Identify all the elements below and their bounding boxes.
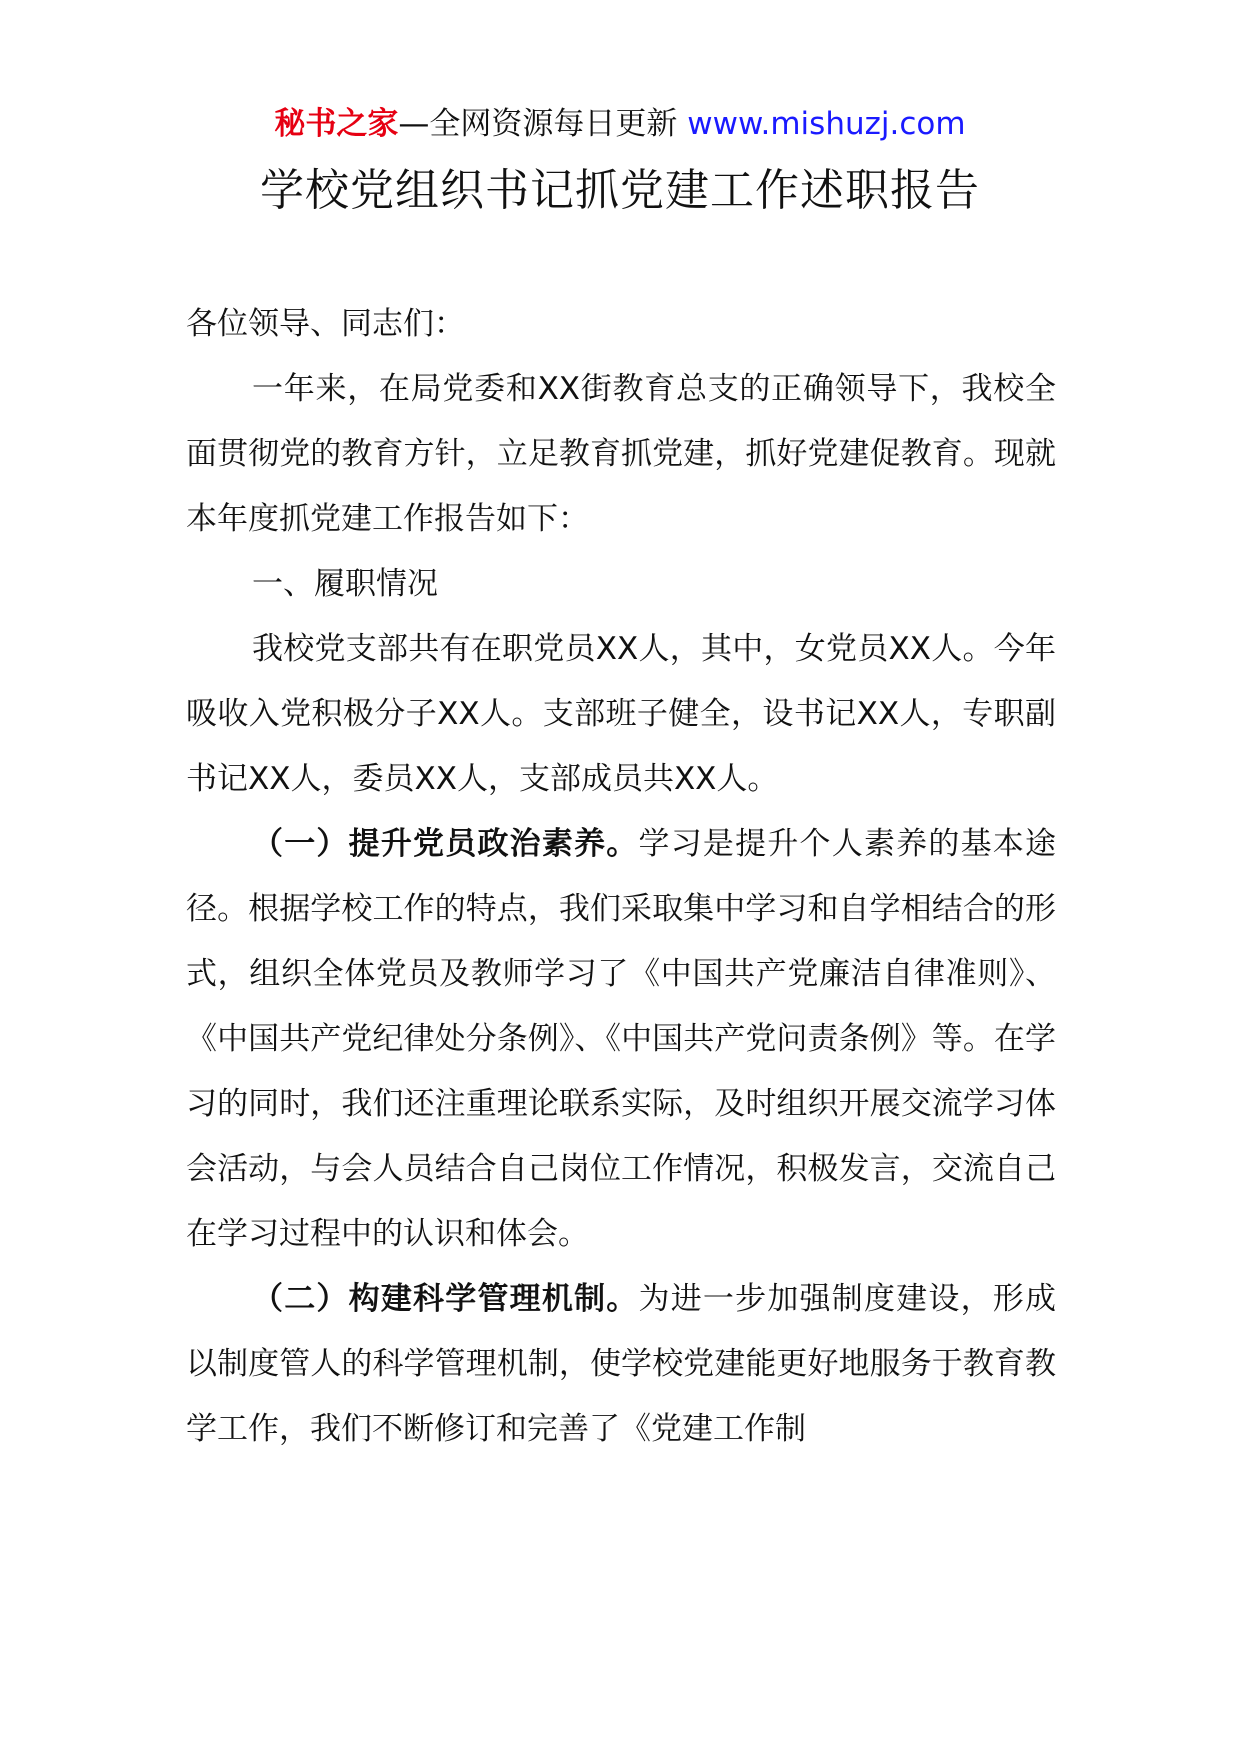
- header-tagline: —全网资源每日更新: [398, 106, 688, 142]
- item-heading-1: （一）提升党员政治素养。: [252, 826, 639, 862]
- item-heading-2: （二）构建科学管理机制。: [252, 1281, 639, 1317]
- salutation: 各位领导、同志们：: [186, 306, 465, 342]
- intro-paragraph: 一年来，在局党委和XX街教育总支的正确领导下，我校全面贯彻党的教育方针，立足教育抓党建，抓好党建促教育。现就本年度抓党建工作报告如下：: [186, 371, 1056, 537]
- item-text-2: 为进一步加强制度建设，形成以制度管人的科学管理机制，使学校党建能更好地服务于教育教学工作，我们不断修订和完善了《党建工作制: [186, 1281, 1056, 1447]
- item-paragraph-2: [186, 1267, 1056, 1462]
- section-heading: 一、履职情况: [252, 566, 438, 602]
- watermark-header: [0, 104, 1240, 144]
- brand-name: 秘书之家: [274, 106, 399, 142]
- section-paragraph: 我校党支部共有在职党员XX人，其中，女党员XX人。今年吸收入党积极分子XX人。支部班子健全，设书记XX人，专职副书记XX人，委员XX人，支部成员共XX人。: [186, 631, 1056, 797]
- document-title: 学校党组织书记抓党建工作述职报告: [260, 165, 980, 216]
- item-paragraph-1: [186, 812, 1056, 1267]
- website-link[interactable]: www.mishuzj.com: [687, 106, 966, 142]
- document-body: [186, 292, 1056, 1462]
- item-text-1: 学习是提升个人素养的基本途径。根据学校工作的特点，我们采取集中学习和自学相结合的形式，组织全体党员及教师学习了《中国共产党廉洁自律准则》、《中国共产党纪律处分条例》、《中国共产党问责条例》等。在学习的同时，我们还注重理论联系实际，及时组织开展交流学习体会活动，与会人员结合自己岗位工作情况，积极发言，交流自己在学习过程中的认识和体会。: [186, 826, 1056, 1252]
